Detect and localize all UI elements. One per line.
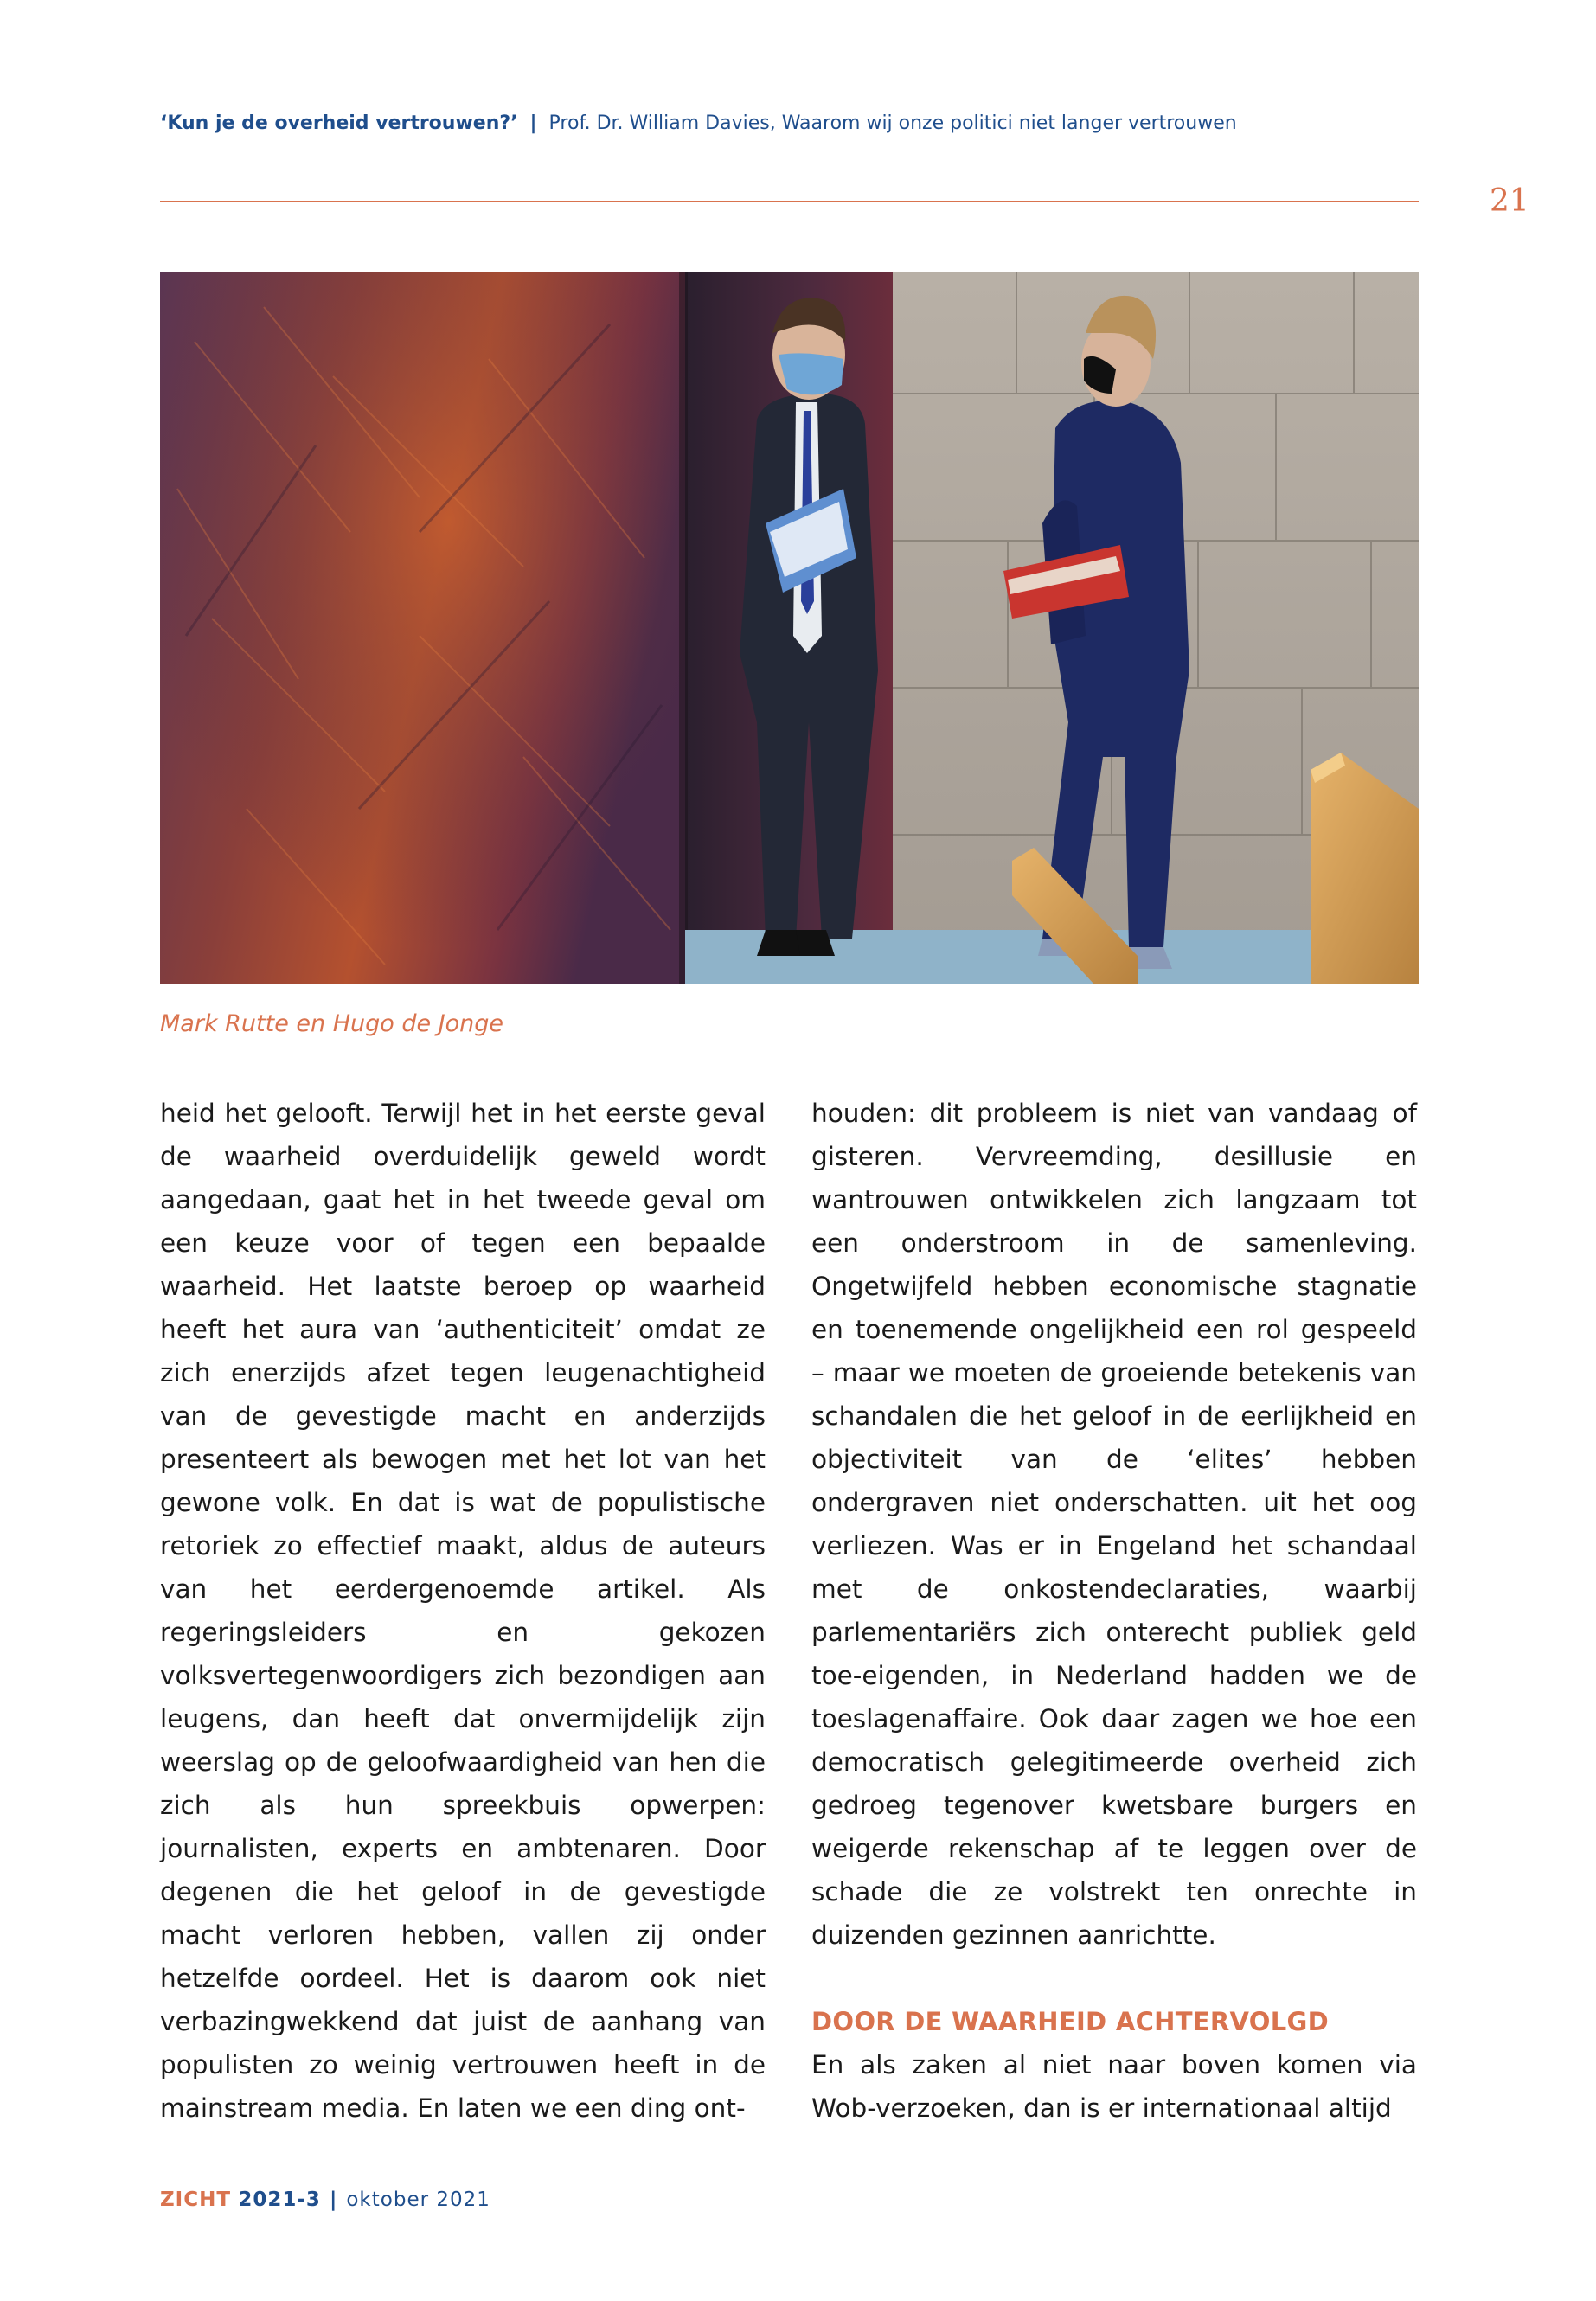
footer-separator: |	[329, 2189, 338, 2211]
photo-caption: Mark Rutte en Hugo de Jonge	[160, 1010, 504, 1037]
header-subtitle: Prof. Dr. William Davies, Waarom wij onze politici niet langer vertrouwen	[548, 112, 1237, 134]
footer-magazine: ZICHT	[160, 2189, 232, 2211]
body-column-right	[811, 1092, 1417, 2130]
page-footer	[160, 2189, 490, 2211]
running-header	[160, 112, 1423, 134]
footer-date: oktober 2021	[346, 2189, 490, 2211]
body-text-right-continued: En als zaken al niet naar boven komen via Wob-verzoeken, dan is er internationaal altijd	[811, 2050, 1417, 2123]
header-separator: |	[529, 112, 537, 134]
body-column-left	[160, 1092, 766, 2130]
page-number: 21	[1490, 183, 1529, 219]
body-text-right: houden: dit probleem is niet van vandaag of gisteren. Vervreemding, desillusie en wantrouwen ontwikkelen zich langzaam tot een onderstroom in de samenleving. Ongetwijfeld hebben economische stagnatie en toenemende ongelijkheid een rol gespeeld – maar we moeten de groeiende betekenis van schandalen die het geloof in de eerlijkheid en objectiviteit van de ‘elites’ hebben ondergraven niet onderschatten. uit het oog verliezen. Was er in Engeland het schandaal met de onkostendeclaraties, waarbij parlementariërs zich onterecht publiek geld toe-eigenden, in Nederland hadden we de toeslagenaffaire. Ook daar zagen we hoe een democratisch gelegitimeerde overheid zich gedroeg tegenover kwetsbare burgers en weigerde rekenschap af te leggen over de schade die ze volstrekt ten onrechte in duizenden gezinnen aanrichtte.	[811, 1099, 1417, 1950]
article-photo	[160, 272, 1419, 984]
header-article-title: ‘Kun je de overheid vertrouwen?’	[160, 112, 518, 134]
body-text-left: heid het gelooft. Terwijl het in het eerste geval de waarheid overduidelijk geweld wordt aangedaan, gaat het in het tweede geval om een keuze voor of tegen een bepaalde waarheid. Het laatste beroep op waarheid heeft het aura van ‘authenticiteit’ omdat ze zich enerzijds afzet tegen leugenachtigheid van de gevestigde macht en anderzijds presenteert als bewogen met het lot van het gewone volk. En dat is wat de populistische retoriek zo effectief maakt, aldus de auteurs van het eerdergenoemde artikel. Als regeringsleiders en gekozen volksvertegenwoordigers zich bezondigen aan leugens, dan heeft dat onvermijdelijk zijn weerslag op de geloofwaardigheid van hen die zich als hun spreekbuis opwerpen: journalisten, experts en ambtenaren. Door degenen die het geloof in de gevestigde macht verloren hebben, vallen zij onder hetzelfde oordeel. Het is daarom ook niet verbazingwekkend dat juist de aanhang van populisten zo weinig vertrouwen heeft in de mainstream media. En laten we een ding ont-	[160, 1099, 766, 2123]
footer-issue: 2021-3	[238, 2189, 321, 2211]
header-rule	[160, 201, 1419, 202]
section-subheading: DOOR DE WAARHEID ACHTERVOLGD	[811, 2007, 1329, 2036]
